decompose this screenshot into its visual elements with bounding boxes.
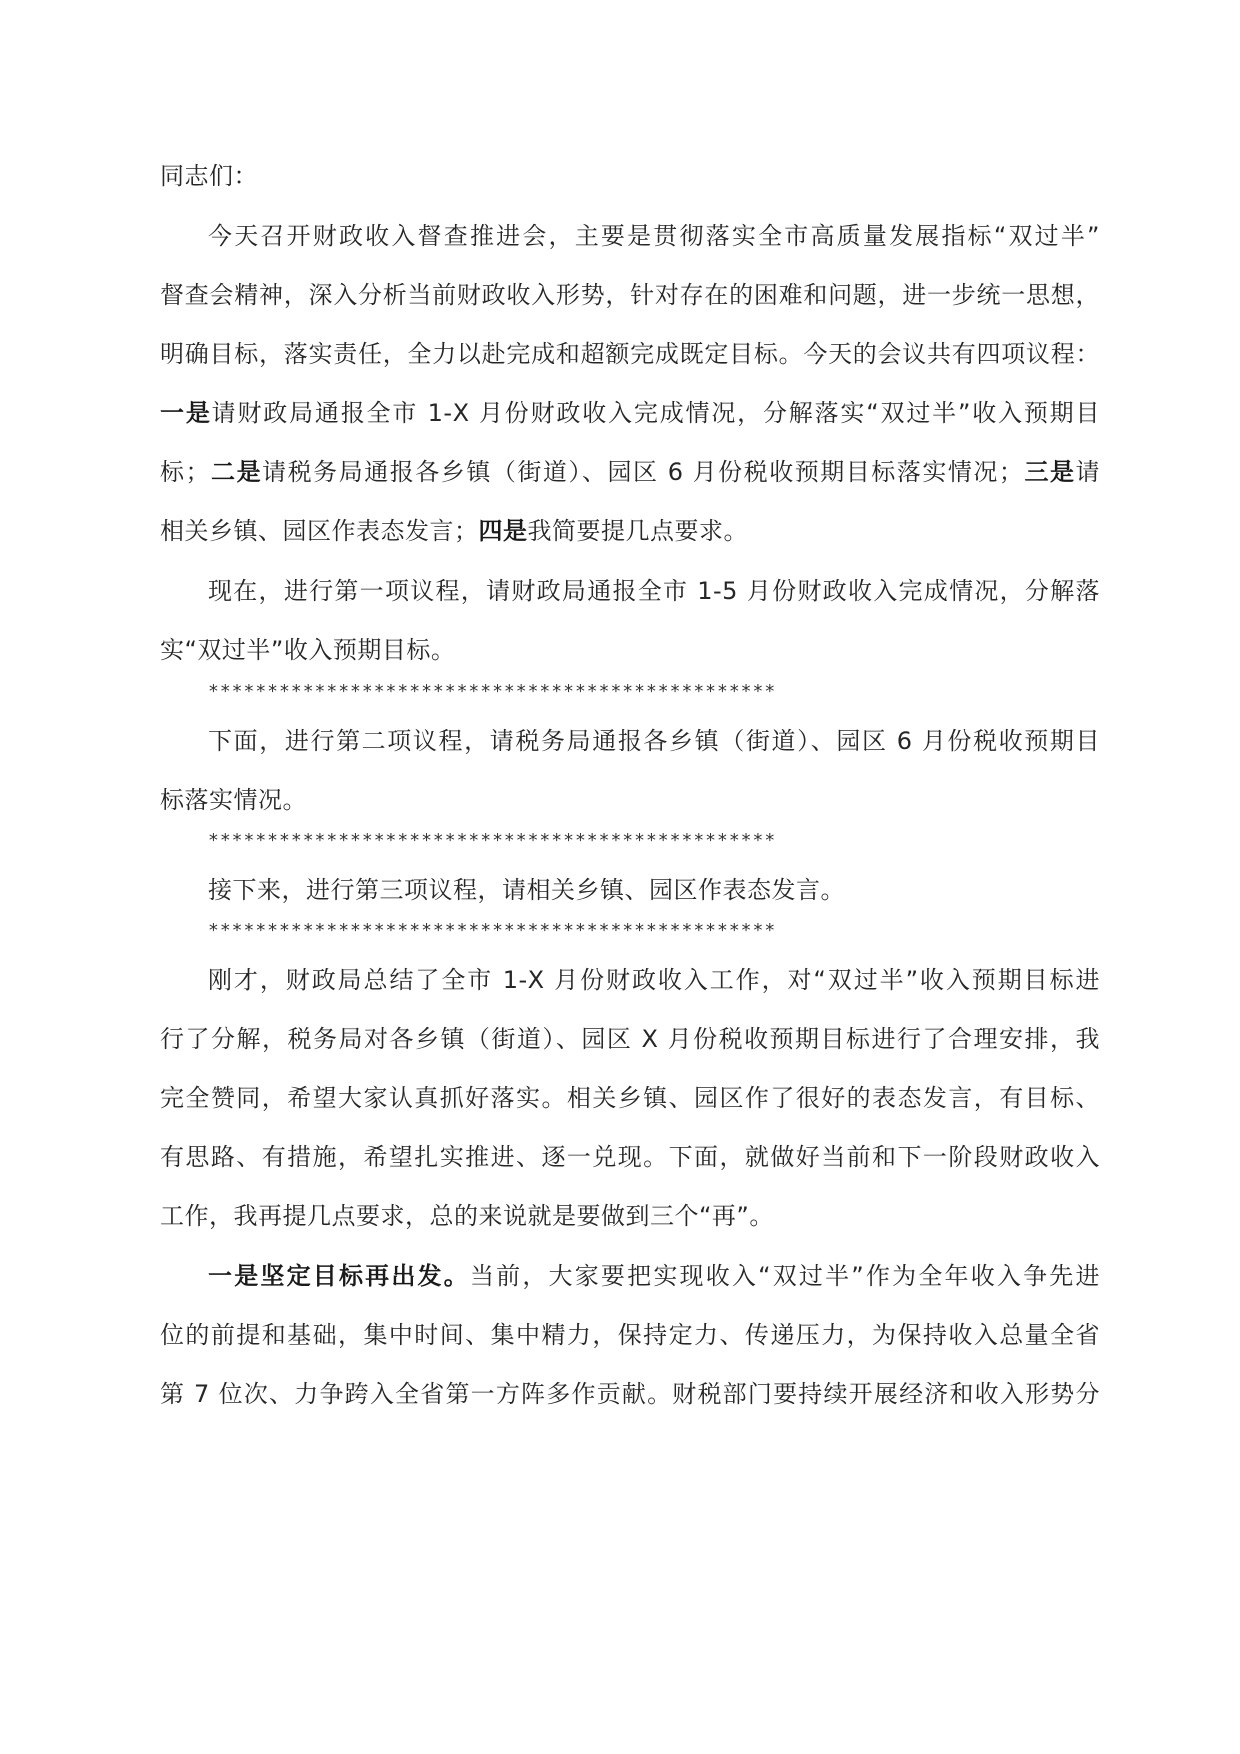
separator-2: ************************************************ [208, 830, 777, 851]
line-text: 标； [160, 458, 211, 486]
paragraph-5-line-3: 完全赞同，希望大家认真抓好落实。相关乡镇、园区作了很好的表态发言，有目标、 [160, 1084, 1100, 1112]
paragraph-5-line-1: 刚才，财政局总结了全市 1-X 月份财政收入工作，对“双过半”收入预期目标进 [208, 966, 1100, 994]
separator-3: ************************************************ [208, 920, 777, 941]
paragraph-1-line-6 [160, 515, 748, 547]
line-text: 当前，大家要把实现收入“双过半”作为全年收入争先进 [469, 1262, 1100, 1290]
paragraph-5-line-2: 行了分解，税务局对各乡镇（街道）、园区 X 月份税收预期目标进行了合理安排，我 [160, 1025, 1100, 1053]
section-heading-one: 一是坚定目标再出发。 [208, 1262, 470, 1290]
paragraph-6-line-1 [208, 1260, 1100, 1292]
line-text: 我简要提几点要求。 [527, 517, 748, 545]
separator-1: ************************************************ [208, 681, 777, 702]
paragraph-5-line-5: 工作，我再提几点要求，总的来说就是要做到三个“再”。 [160, 1202, 774, 1230]
paragraph-6-line-3: 第 7 位次、力争跨入全省第一方阵多作贡献。财税部门要持续开展经济和收入形势分 [160, 1380, 1100, 1408]
paragraph-1-line-1: 今天召开财政收入督查推进会，主要是贯彻落实全市高质量发展指标“双过半” [208, 222, 1100, 250]
salutation: 同志们： [160, 162, 258, 190]
paragraph-1-line-2: 督查会精神，深入分析当前财政收入形势，针对存在的困难和问题，进一步统一思想， [160, 281, 1100, 309]
paragraph-2-line-1: 现在，进行第一项议程，请财政局通报全市 1-5 月份财政收入完成情况，分解落 [208, 577, 1100, 605]
line-text: 请税务局通报各乡镇（街道）、园区 6 月份税收预期目标落实情况； [262, 458, 1024, 486]
bold-marker-three: 三是 [1023, 458, 1076, 486]
paragraph-5-line-4: 有思路、有措施，希望扎实推进、逐一兑现。下面，就做好当前和下一阶段财政收入 [160, 1143, 1100, 1171]
paragraph-2-line-2: 实“双过半”收入预期目标。 [160, 636, 456, 664]
bold-marker-one: 一是 [160, 399, 212, 427]
line-text: 请 [1075, 458, 1101, 486]
bold-marker-two: 二是 [210, 458, 263, 486]
paragraph-3-line-2: 标落实情况。 [160, 786, 307, 814]
line-text: 相关乡镇、园区作表态发言； [160, 517, 479, 545]
paragraph-3-line-1: 下面，进行第二项议程，请税务局通报各乡镇（街道）、园区 6 月份税收预期目 [208, 727, 1100, 755]
bold-marker-four: 四是 [478, 517, 528, 545]
paragraph-1-line-3: 明确目标，落实责任，全力以赴完成和超额完成既定目标。今天的会议共有四项议程： [160, 340, 1100, 368]
paragraph-1-line-4 [160, 397, 1100, 429]
paragraph-4-line-1: 接下来，进行第三项议程，请相关乡镇、园区作表态发言。 [208, 876, 845, 904]
paragraph-1-line-5 [160, 456, 1100, 488]
paragraph-6-line-2: 位的前提和基础，集中时间、集中精力，保持定力、传递压力，为保持收入总量全省 [160, 1321, 1100, 1349]
line-text: 请财政局通报全市 1-X 月份财政收入完成情况，分解落实“双过半”收入预期目 [211, 399, 1100, 427]
